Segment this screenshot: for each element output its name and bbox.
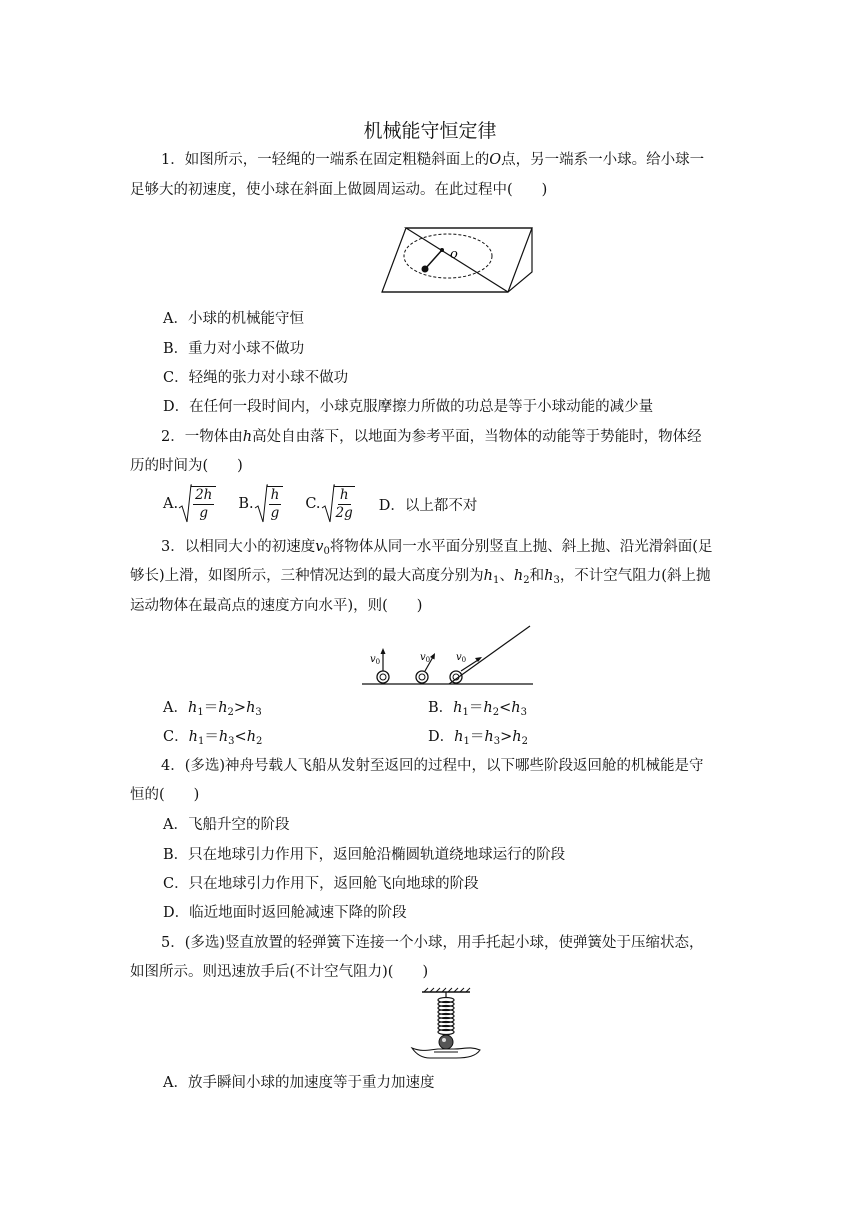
- q3-var-v-sub: 0: [323, 546, 330, 557]
- q3-option-b: B．$h_1=h_2<h_3$: [428, 700, 527, 718]
- q3-option-d-op2: >: [500, 729, 513, 745]
- q3-option-a-op2: >: [233, 700, 247, 716]
- q1-text-line1: [161, 150, 704, 170]
- q2-options: [163, 484, 477, 524]
- q2-option-a-sqrt: [178, 484, 216, 524]
- q3-var-v: v: [315, 539, 324, 555]
- radical-sign-icon: [254, 484, 268, 524]
- q3-option-b-op2: <: [499, 700, 512, 716]
- q3-option-d-label: D．: [428, 729, 455, 745]
- q1-option-c: C．轻绳的张力对小球不做功: [163, 370, 349, 386]
- q4-text-line1: 4．(多选)神舟号载人飞船从发射至返回的过程中，以下哪些阶段返回舱的机械能是守: [161, 758, 704, 774]
- q3-option-c-op1: ＝: [204, 729, 219, 745]
- q2-option-c-sqrt: [321, 484, 355, 524]
- q3-text-line2: [130, 566, 710, 591]
- q3-option-c-sub1: 1: [197, 736, 205, 747]
- q3-option-a-label: A．: [163, 700, 188, 716]
- q3-option-c-op2: <: [234, 729, 247, 745]
- q2-option-a-num: 2h: [195, 487, 213, 503]
- q3-option-c: C．$h_1=h_3<h_2$: [163, 729, 263, 747]
- q4-text-line2: 恒的( ): [130, 787, 200, 803]
- q3-option-a-sub2: 2: [227, 707, 234, 718]
- q3-fig-v0-3: $v_0$: [456, 652, 467, 664]
- q3-var-h1: h: [483, 568, 493, 584]
- q1-text-a: 1．如图所示，一轻绳的一端系在固定粗糙斜面上的: [161, 152, 490, 168]
- q2-text-b: 高处自由落下，以地面为参考平面，当物体的动能等于势能时，物体经: [252, 429, 702, 445]
- q2-text-a: 2．一物体由: [161, 429, 243, 445]
- q4-option-d: D．临近地面时返回舱减速下降的阶段: [163, 905, 407, 921]
- q3-option-b-op1: ＝: [468, 700, 484, 716]
- q3-var-h3: h: [544, 568, 554, 584]
- q5-figure-spring-hand: [408, 988, 484, 1064]
- radical-sign-icon: [321, 484, 335, 524]
- q3-option-a-op1: ＝: [203, 700, 219, 716]
- q5-text-line1: 5．(多选)竖直放置的轻弹簧下连接一个小球，用手托起小球，使弹簧处于压缩状态，: [161, 935, 704, 951]
- q3-option-b-label: B．: [428, 700, 454, 716]
- q2-option-b-sqrt: [254, 484, 284, 524]
- q3-var-h1-sub: 1: [493, 575, 500, 586]
- q1-point-o: O: [489, 152, 502, 168]
- q2-option-b-label: B.: [238, 496, 254, 512]
- q1-option-d: D．在任何一段时间内，小球克服摩擦力所做的功总是等于小球动能的减少量: [163, 399, 654, 415]
- q2-option-b-num: h: [270, 487, 280, 503]
- q1-option-a: A．小球的机械能守恒: [163, 311, 304, 327]
- q1-figure-incline: [378, 210, 538, 296]
- q3-fig-v0-2: $v_0$: [420, 652, 431, 664]
- q2-option-a-den: g: [199, 505, 209, 521]
- q2-text-line1: [161, 427, 702, 447]
- q3-option-a: A．$h_1=h_2>h_3$: [163, 700, 262, 718]
- q2-text-line2: 历的时间为( ): [130, 458, 243, 474]
- q3-var-h2-sub: 2: [523, 575, 530, 586]
- radical-sign-icon: [178, 484, 192, 524]
- q4-option-a: A．飞船升空的阶段: [163, 817, 290, 833]
- q1-text-line2: 足够大的初速度，使小球在斜面上做圆周运动。在此过程中( ): [130, 182, 548, 198]
- q4-option-b: B．只在地球引力作用下，返回舱沿椭圆轨道绕地球运行的阶段: [163, 847, 566, 863]
- q3-option-b-sub2: 2: [492, 707, 500, 718]
- q3-option-d-sub3: 2: [521, 736, 528, 747]
- q3-option-d-sub2: 3: [493, 736, 501, 747]
- q3-figure-three-launches: [360, 622, 535, 688]
- q3-text-d: ，不计空气阻力(斜上抛: [559, 568, 711, 584]
- q3-text-line3: 运动物体在最高点的速度方向水平)，则( ): [130, 598, 423, 614]
- q3-var-h2: h: [513, 568, 524, 584]
- q3-text-and: 和: [529, 568, 545, 584]
- q1-text-b: 点，另一端系一小球。给小球一: [501, 152, 705, 168]
- page-title: 机械能守恒定律: [363, 120, 497, 142]
- q2-option-a-label: A.: [163, 496, 179, 512]
- q3-option-d: D．$h_1=h_3>h_2$: [428, 729, 528, 747]
- q3-option-a-sub1: 1: [197, 707, 204, 718]
- q2-option-c-den: 2g: [335, 505, 353, 521]
- q1-fig-label-o: o: [450, 247, 458, 262]
- q3-option-d-sub1: 1: [463, 736, 470, 747]
- q4-option-c: C．只在地球引力作用下，返回舱飞向地球的阶段: [163, 876, 479, 892]
- q3-text-a: 3．以相同大小的初速度: [161, 539, 316, 555]
- q3-option-c-sub3: 2: [256, 736, 263, 747]
- q3-text-b: 将物体从同一水平面分别竖直上抛、斜上抛、沿光滑斜面(足: [329, 539, 713, 555]
- q3-option-a-sub3: 3: [255, 707, 262, 718]
- q2-var-h: h: [242, 429, 253, 445]
- q3-text-line1: [161, 537, 712, 562]
- q1-option-b: B．重力对小球不做功: [163, 341, 305, 357]
- q3-option-b-sub3: 3: [520, 707, 527, 718]
- q2-option-c-num: h: [339, 487, 349, 503]
- q2-option-b-den: g: [270, 505, 280, 521]
- q3-option-b-sub1: 1: [462, 707, 469, 718]
- q3-option-d-op1: ＝: [469, 729, 485, 745]
- q3-text-sep1: 、: [499, 568, 514, 584]
- q3-option-c-sub2: 3: [228, 736, 235, 747]
- q2-option-c-label: C.: [305, 496, 321, 512]
- q3-var-h3-sub: 3: [553, 575, 560, 586]
- q3-option-c-label: C．: [163, 729, 189, 745]
- q5-text-line2: 如图所示。则迅速放手后(不计空气阻力)( ): [130, 964, 429, 980]
- q2-option-d: D．以上都不对: [378, 497, 478, 514]
- q3-fig-v0-1: $v_0$: [370, 654, 381, 666]
- q3-text-c: 够长)上滑，如图所示，三种情况达到的最大高度分别为: [130, 568, 484, 584]
- q5-option-a: A．放手瞬间小球的加速度等于重力加速度: [163, 1075, 435, 1091]
